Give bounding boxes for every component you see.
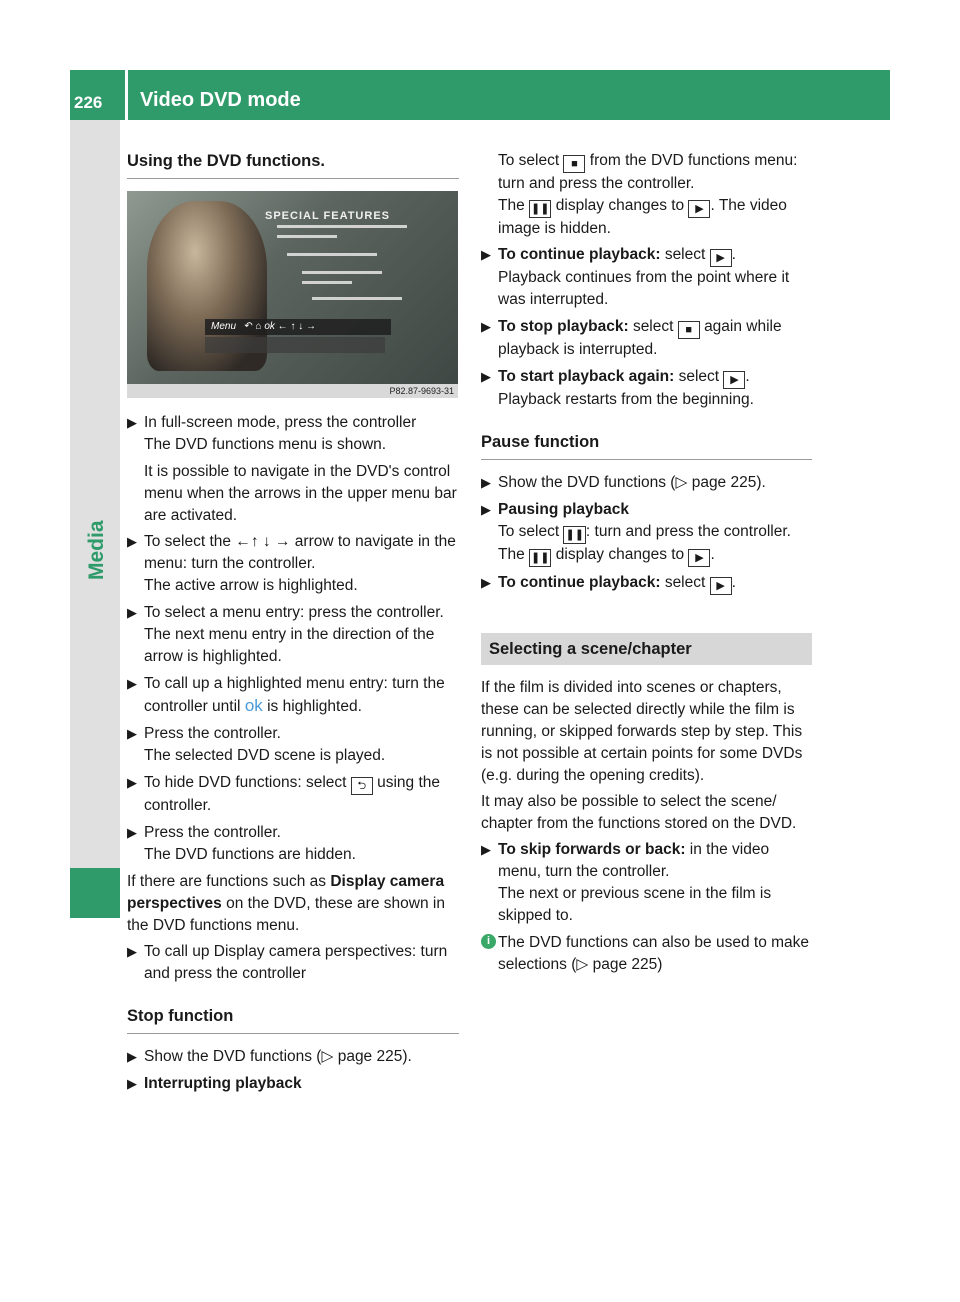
step-text: Show the DVD functions (▷ page 225). (498, 474, 766, 491)
step-label: To continue playback: (498, 574, 661, 591)
feature-line (277, 225, 407, 228)
step-text: The (498, 197, 525, 214)
step-text: To hide DVD functions: select (144, 774, 347, 791)
step-text: To select (498, 152, 560, 169)
step-arrow-icon: ▶ (127, 1049, 137, 1064)
feature-line (302, 281, 352, 284)
stop-continuation (481, 150, 812, 240)
step-text: select (664, 574, 706, 591)
left-column (127, 150, 459, 1100)
step-result: The DVD functions menu is shown. (144, 436, 387, 453)
step-label: To continue playback: (498, 246, 661, 263)
stop-icon: ■ (678, 321, 700, 339)
step: ▶ To start playback again: select ▶ . Playback restarts from the beginning. (481, 366, 812, 411)
arrow-keys-icon: ←↑ ↓ → (235, 533, 291, 550)
step (481, 472, 812, 494)
step (127, 1046, 459, 1068)
play-icon: ▶ (723, 371, 745, 389)
step (127, 602, 459, 668)
back-icon: ⮌ (351, 777, 373, 795)
step-text: To call up Display camera perspectives: turn and press the controller (144, 943, 448, 982)
paragraph: It may also be possible to select the scene/ chapter from the functions stored on the DVD. (481, 793, 797, 832)
ok-label: ok (244, 696, 263, 715)
stop-icon: ■ (563, 155, 585, 173)
page-number: 226 (74, 93, 103, 112)
step-arrow-icon: ▶ (481, 247, 491, 262)
feature-line (277, 235, 337, 238)
play-icon: ▶ (710, 249, 732, 267)
dvd-menu-bar: Menu ↶ ⌂ ok ← ↑ ↓ → (205, 319, 391, 335)
section-title-pause: Pause function (481, 431, 812, 460)
step (127, 412, 459, 456)
section-title-scene: Selecting a scene/chapter (481, 633, 812, 665)
dvd-menu-bar-lower (205, 337, 385, 353)
step-label: To stop playback: (498, 318, 629, 335)
step-arrow-icon: ▶ (127, 1076, 137, 1091)
step-arrow-icon: ▶ (127, 825, 137, 840)
dvd-menu-image (127, 191, 458, 398)
step-text: display changes to (555, 197, 685, 214)
step-result: The next or previous scene in the film is skipped to. (498, 885, 772, 924)
step-heading: Interrupting playback (144, 1075, 302, 1092)
step-arrow-icon: ▶ (481, 575, 491, 590)
step-arrow-icon: ▶ (481, 369, 491, 384)
image-caption: P82.87-9693-31 (389, 386, 454, 396)
step-text: The (498, 546, 525, 563)
step-arrow-icon: ▶ (127, 944, 137, 959)
step (127, 723, 459, 767)
info-note (481, 932, 812, 976)
step-result: The selected DVD scene is played. (144, 747, 386, 764)
step-text: To call up a highlighted menu entry: turn the controller until (144, 675, 445, 715)
side-tab-label: Media (85, 520, 108, 580)
step-text: In full-screen mode, press the controller (144, 414, 417, 431)
paragraph-text: on the DVD, these are shown in the DVD functions menu. (127, 895, 445, 934)
step-result: The DVD functions are hidden. (144, 846, 356, 863)
play-icon: ▶ (688, 549, 710, 567)
step-text: select (664, 246, 706, 263)
step-result: The active arrow is highlighted. (144, 577, 358, 594)
feature-line (312, 297, 402, 300)
step-arrow-icon: ▶ (127, 726, 137, 741)
side-tab-marker (70, 868, 120, 918)
step-text: To select a menu entry: press the controller. (144, 604, 444, 621)
feature-line (287, 253, 377, 256)
info-icon: i (481, 934, 496, 949)
play-icon: ▶ (688, 200, 710, 218)
step (481, 839, 812, 927)
step-result: Playback continues from the point where it was interrupted. (498, 269, 790, 308)
dvd-menu-label: Menu (211, 321, 237, 332)
step-arrow-icon: ▶ (127, 676, 137, 691)
step-arrow-icon: ▶ (127, 605, 137, 620)
step-result: Playback restarts from the beginning. (498, 391, 754, 408)
step-arrow-icon: ▶ (127, 534, 137, 549)
step (127, 772, 459, 817)
step-arrow-icon: ▶ (481, 502, 491, 517)
step-arrow-icon: ▶ (481, 319, 491, 334)
step: ▶ Pausing playback To select ❚❚ : turn and press the controller. The ❚❚ display changes to ▶ . (481, 499, 812, 567)
page-title: Video DVD mode (140, 89, 301, 111)
right-column (481, 150, 812, 981)
step-arrow-icon: ▶ (481, 475, 491, 490)
step-text: Press the controller. (144, 725, 281, 742)
step-text: using the controller. (144, 774, 441, 814)
step-text: select (678, 368, 720, 385)
play-icon: ▶ (710, 577, 732, 595)
step-text: arrow to navigate in the menu: turn the controller. (144, 533, 456, 572)
step-result: The next menu entry in the direction of the arrow is highlighted. (144, 626, 435, 665)
step-arrow-icon: ▶ (127, 775, 137, 790)
dvd-image-heading: SPECIAL FEATURES (265, 210, 390, 222)
paragraph (127, 871, 459, 937)
step: ▶ To continue playback: select ▶ . (481, 572, 812, 595)
paragraph-bold: Display camera perspectives (127, 873, 445, 912)
step (127, 531, 459, 597)
step-text: from the DVD functions menu: turn and press the controller. (498, 152, 798, 192)
step-text: Press the controller. (144, 824, 281, 841)
step-text: select (632, 318, 674, 335)
step-text: is highlighted. (267, 698, 362, 715)
step (127, 941, 459, 985)
step-label: To start playback again: (498, 368, 675, 385)
step-text: . The video image is hidden. (498, 197, 787, 237)
step-text: : turn and press the controller. (585, 523, 791, 540)
step (127, 1073, 459, 1095)
section-title-stop: Stop function (127, 1005, 459, 1034)
step-text: Show the DVD functions (▷ page 225). (144, 1048, 412, 1065)
step-heading: Pausing playback (498, 501, 629, 518)
step-text: display changes to (555, 546, 685, 563)
info-text: The DVD functions can also be used to make selections (▷ page 225) (498, 934, 810, 973)
paragraph: If the film is divided into scenes or chapters, these can be selected directly while the film is running, or skipped forwards step by step. This is not possible at certain points for some DVDs (e.g. during the opening credits). (481, 679, 803, 784)
section-title-dvd-functions: Using the DVD functions. (127, 150, 459, 179)
step (127, 673, 459, 718)
step-arrow-icon: ▶ (481, 842, 491, 857)
step-note: It is possible to navigate in the DVD's control menu when the arrows in the upper menu bar are activated. (144, 463, 457, 524)
step (127, 822, 459, 866)
step-text: again while playback is interrupted. (498, 318, 782, 358)
paragraph-text: If there are functions such as (127, 873, 327, 890)
step-text: in the video menu, turn the controller. (498, 841, 770, 880)
step-text: To select the (144, 533, 232, 550)
step-label: To skip forwards or back: (498, 841, 686, 858)
pause-icon: ❚❚ (529, 549, 551, 567)
step: ▶ To continue playback: select ▶ . Playback continues from the point where it was interrupted. (481, 244, 812, 311)
pause-icon: ❚❚ (529, 200, 551, 218)
step-text: To select (498, 523, 560, 540)
step-arrow-icon: ▶ (127, 415, 137, 430)
pause-icon: ❚❚ (563, 526, 585, 544)
feature-line (302, 271, 382, 274)
step (481, 316, 812, 361)
header-divider (125, 70, 128, 120)
